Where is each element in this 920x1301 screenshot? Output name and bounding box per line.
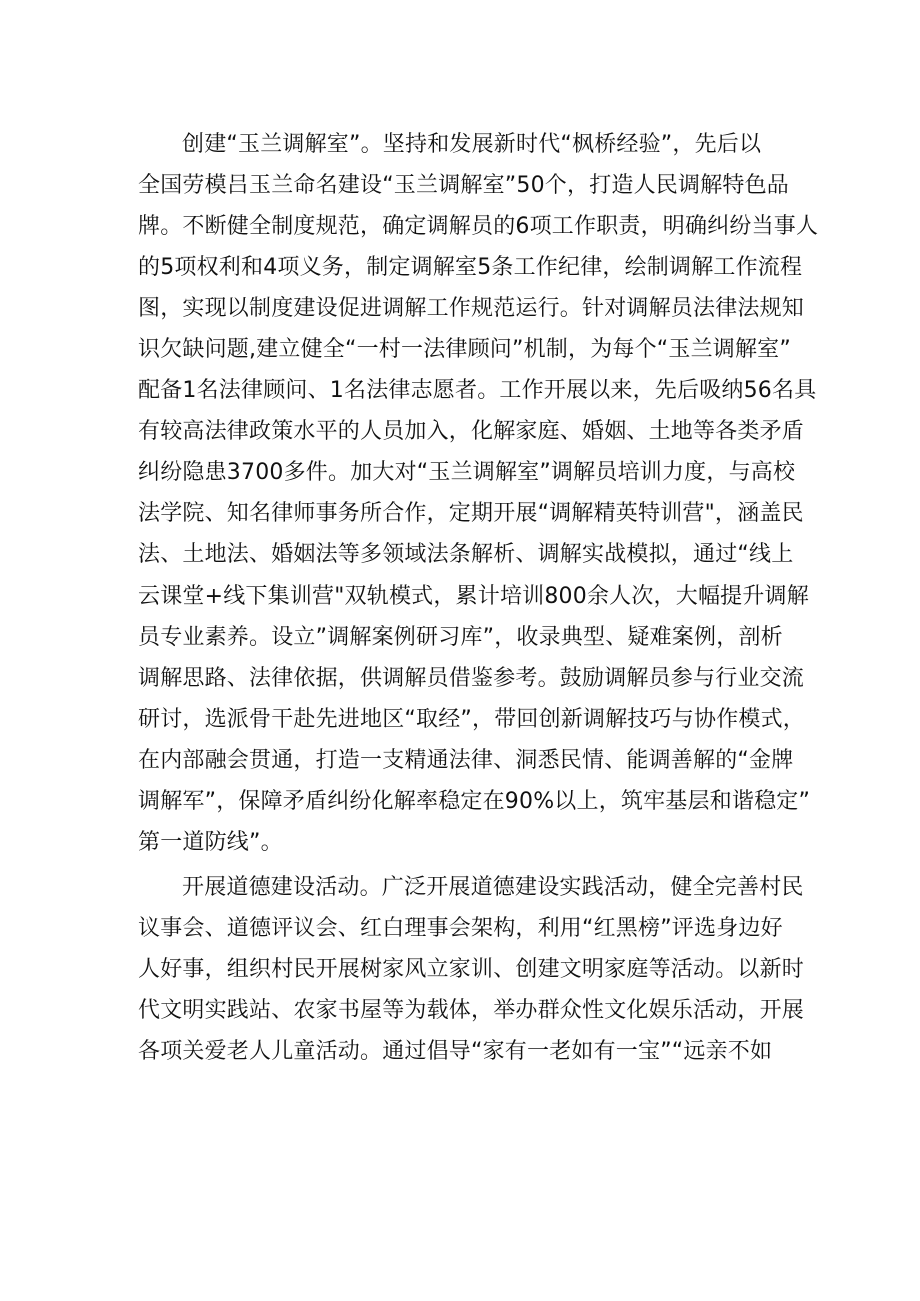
- text-line: 法、土地法、婚姻法等多领域法条解析、调解实战模拟，通过“线上: [138, 542, 794, 568]
- text-line: 有较高法律政策水平的人员加入，化解家庭、婚姻、土地等各类矛盾: [138, 419, 805, 445]
- text-line: 代文明实践站、农家书屋等为载体，举办群众性文化娱乐活动，开展: [138, 997, 805, 1023]
- text-line: 全国劳模吕玉兰命名建设“玉兰调解室”50个，打造人民调解特色品: [138, 173, 789, 199]
- text-line: 第一道防线”。: [138, 829, 283, 855]
- text-line: 议事会、道德评议会、红白理事会架构，利用“红黑榜”评选身边好: [138, 915, 783, 941]
- document-body: [138, 124, 819, 1072]
- text-line: 法学院、知名律师事务所合作，定期开展“调解精英特训营"，涵盖民: [138, 501, 804, 527]
- text-line: 云课堂+线下集训营"双轨模式，累计培训800余人次，大幅提升调解: [138, 583, 809, 609]
- text-line: 调解思路、法律依据，供调解员借鉴参考。鼓励调解员参与行业交流: [138, 665, 805, 691]
- text-line: 开展道德建设活动。广泛开展道德建设实践活动，健全完善村民: [182, 874, 804, 900]
- text-line: 各项关爱老人儿童活动。通过倡导“家有一老如有一宝”“远亲不如: [138, 1039, 773, 1065]
- text-line: 牌。不断健全制度规范，确定调解员的6项工作职责，明确纠纷当事人: [138, 214, 819, 240]
- text-line: 调解军”，保障矛盾纠纷化解率稳定在90%以上，筑牢基层和谐稳定”: [138, 788, 811, 814]
- paragraph-mediation-room: [138, 124, 819, 863]
- text-line: 在内部融会贯通，打造一支精通法律、洞悉民情、能调善解的“金牌: [138, 747, 794, 773]
- paragraph-moral-building: [138, 867, 805, 1072]
- text-line: 员专业素养。设立”调解案例研习库”，收录典型、疑难案例，剖析: [138, 624, 783, 650]
- text-line: 配备1名法律顾问、1名法律志愿者。工作开展以来，先后吸纳56名具: [138, 378, 817, 404]
- text-line: 识欠缺问题,建立健全“一村一法律顾问”机制，为每个“玉兰调解室”: [138, 337, 791, 363]
- text-line: 图，实现以制度建设促进调解工作规范运行。针对调解员法律法规知: [138, 296, 805, 322]
- text-line: 创建“玉兰调解室”。坚持和发展新时代“枫桥经验”，先后以: [182, 132, 762, 157]
- text-line: 研讨，选派骨干赴先进地区“取经”，带回创新调解技巧与协作模式，: [138, 706, 805, 732]
- text-line: 的5项权利和4项义务，制定调解室5条工作纪律，绘制调解工作流程: [138, 255, 803, 281]
- text-line: 人好事，组织村民开展树家风立家训、创建文明家庭等活动。以新时: [138, 956, 805, 982]
- text-line: 纠纷隐患3700多件。加大对“玉兰调解室”调解员培训力度，与高校: [138, 460, 796, 486]
